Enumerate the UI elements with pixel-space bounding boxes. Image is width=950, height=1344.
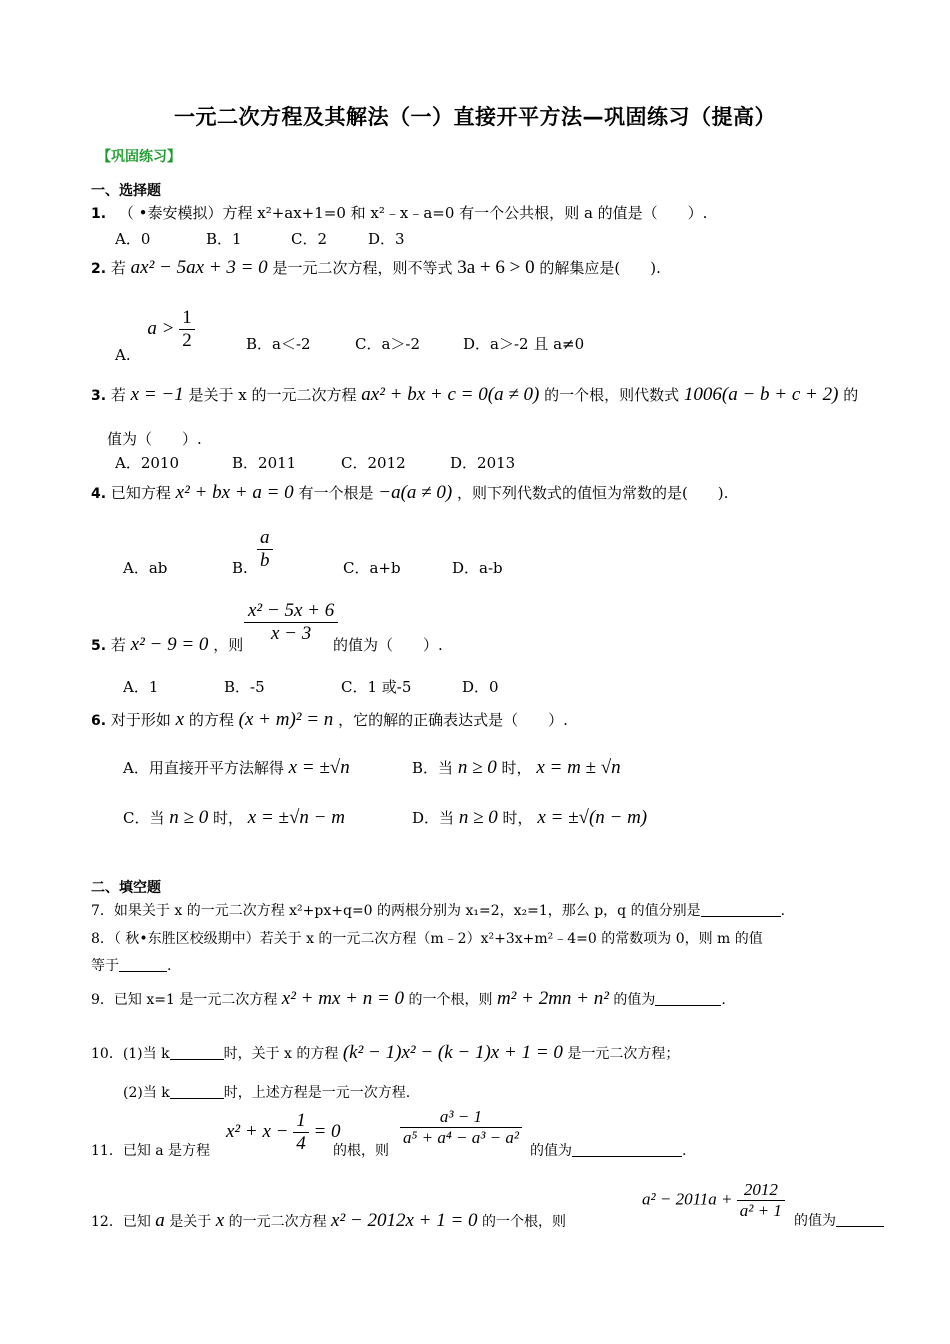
q7-stem: 7．如果关于 x 的一元二次方程 x²+px+q=0 的两根分别为 x₁=2，x₂=1，那么 p，q 的值分别是 . (91, 903, 786, 919)
q2-number: 2. (91, 261, 107, 277)
q4-equation: x² + bx + a = 0 (175, 482, 294, 503)
q6-stem: 6. 对于形如 x 的方程 (x + m)² = n ，它的解的正确表达式是（ ）. (91, 709, 568, 730)
q5-option-c: C．1 或-5 (341, 678, 412, 696)
q5-fraction: $\frac{\text{x² − 5x + 6}}{x - 3}$ (244, 600, 338, 645)
q3-option-c: C．2012 (341, 454, 406, 472)
q7-answer-blank[interactable] (701, 902, 781, 917)
part1-heading: 一、选择题 (91, 183, 161, 199)
q12-answer-blank[interactable] (836, 1212, 884, 1227)
q11-equation: x² + x − $\frac{1}{4}$ = 0 (226, 1110, 341, 1154)
q2-option-a: A. a > $\frac{1}{2}$ (115, 303, 195, 348)
q4-option-a: A．ab (123, 559, 168, 577)
q1-number: 1. (91, 206, 107, 222)
q1-text: （ •泰安模拟）方程 x²+ax+1=0 和 x²﹣x﹣a=0 有一个公共根，则 a 的值是（ ）. (118, 204, 708, 222)
q3-option-a: A．2010 (115, 454, 180, 472)
q10-line1: 10．(1)当 k 时，关于 x 的方程 (k² − 1)x² − (k − 1)x + 1 = 0 是一元二次方程； (91, 1042, 680, 1063)
q12-expression: a² − 2011a + $\frac{2012}{\text{a² + 1}}$ (642, 1180, 785, 1221)
q2-option-b: B．a＜-2 (246, 335, 311, 353)
q5-equation: x² − 9 = 0 (130, 634, 209, 655)
q1-option-c: C．2 (291, 230, 328, 248)
part2-heading: 二、填空题 (91, 880, 161, 896)
q5-number: 5. (91, 638, 107, 654)
q11-fraction: $\frac{\text{a³ − 1}}{\text{a⁵ + a⁴ − a³ − a²}}$ (400, 1107, 522, 1148)
q3-continuation: 值为（ ）. (107, 430, 202, 448)
q11-tail: 的值为 . (530, 1143, 687, 1159)
q4-option-c: C．a+b (343, 559, 401, 577)
q1-stem (91, 202, 707, 225)
q2-inequality: 3a + 6 > 0 (457, 257, 535, 278)
q3-equation: ax² + bx + c = 0(a ≠ 0) (361, 384, 540, 405)
q2-option-c: C．a＞-2 (355, 335, 421, 353)
q4-number: 4. (91, 486, 107, 502)
q2-option-a-fraction: $\frac{1}{2}$ (179, 307, 195, 352)
q5-option-b: B．-5 (224, 678, 265, 696)
q5-stem: 5. 若 x² − 9 = 0 ，则 (91, 634, 244, 655)
q2-option-d: D．a＞-2 且 a≠0 (463, 335, 585, 353)
q6-option-b: B．当 n ≥ 0 时， x = m ± √n (412, 757, 621, 778)
q4-stem: 4. 已知方程 x² + bx + a = 0 有一个根是 −a(a ≠ 0) ，则下列代数式的值恒为常数的是( ). (91, 482, 729, 503)
q1-option-d: D．3 (368, 230, 405, 248)
q2-equation: ax² − 5ax + 3 = 0 (130, 257, 268, 278)
q3-option-d: D．2013 (450, 454, 516, 472)
q3-expression: 1006(a − b + c + 2) (683, 384, 839, 405)
q11-answer-blank[interactable] (572, 1142, 682, 1157)
q6-number: 6. (91, 713, 107, 729)
q12-stem: 12．已知 a 是关于 x 的一元二次方程 x² − 2012x + 1 = 0 的一个根，则 (91, 1210, 567, 1231)
q3-number: 3. (91, 388, 107, 404)
q5-option-d: D．0 (462, 678, 499, 696)
q5-option-a: A．1 (123, 678, 159, 696)
q3-option-b: B．2011 (232, 454, 297, 472)
q10-line2: (2)当 k 时，上述方程是一元一次方程. (123, 1085, 411, 1101)
q8-answer-blank[interactable] (119, 957, 167, 972)
page-title: 一元二次方程及其解法（一）直接开平方法—巩固练习（提高） (174, 105, 776, 129)
q12-tail: 的值为 (794, 1210, 884, 1232)
q2-stem: 2. 若 ax² − 5ax + 3 = 0 是一元二次方程，则不等式 3a + 6 > 0 的解集应是( ). (91, 257, 661, 278)
q9-answer-blank[interactable] (655, 991, 721, 1006)
q6-option-a: A．用直接开平方法解得 x = ±√n (123, 757, 350, 778)
q3-stem: 3. 若 x = −1 是关于 x 的一元二次方程 ax² + bx + c = 0(a ≠ 0) 的一个根，则代数式 1006(a − b + c + 2) 的 (91, 384, 859, 405)
q10-blank-2[interactable] (170, 1084, 224, 1099)
q8-line2: 等于 . (91, 958, 172, 974)
q5-tail: 的值为（ ）. (333, 636, 443, 654)
q6-equation: (x + m)² = n (238, 709, 334, 730)
q11-mid: 的根，则 (333, 1143, 389, 1159)
section-tag: 【巩固练习】 (97, 149, 181, 165)
q6-option-c: C．当 n ≥ 0 时， x = ±√n − m (123, 807, 345, 828)
q11-prefix: 11．已知 a 是方程 (91, 1143, 211, 1159)
q9-stem: 9．已知 x=1 是一元二次方程 x² + mx + n = 0 的一个根，则 m² + 2mn + n² 的值为 . (91, 988, 726, 1009)
q4-option-b: B. (232, 559, 248, 577)
q10-blank-1[interactable] (170, 1045, 224, 1060)
q8-line1: 8．（ 秋•东胜区校级期中）若关于 x 的一元二次方程（m﹣2）x²+3x+m²﹣4=0 的常数项为 0，则 m 的值 (91, 931, 763, 947)
q6-option-d: D．当 n ≥ 0 时， x = ±√(n − m) (412, 807, 648, 828)
q4-option-b-fraction: $\frac{a}{b}$ (257, 527, 273, 572)
q4-option-d: D．a-b (452, 559, 503, 577)
q1-option-b: B．1 (206, 230, 242, 248)
q1-option-a: A．0 (115, 230, 151, 248)
